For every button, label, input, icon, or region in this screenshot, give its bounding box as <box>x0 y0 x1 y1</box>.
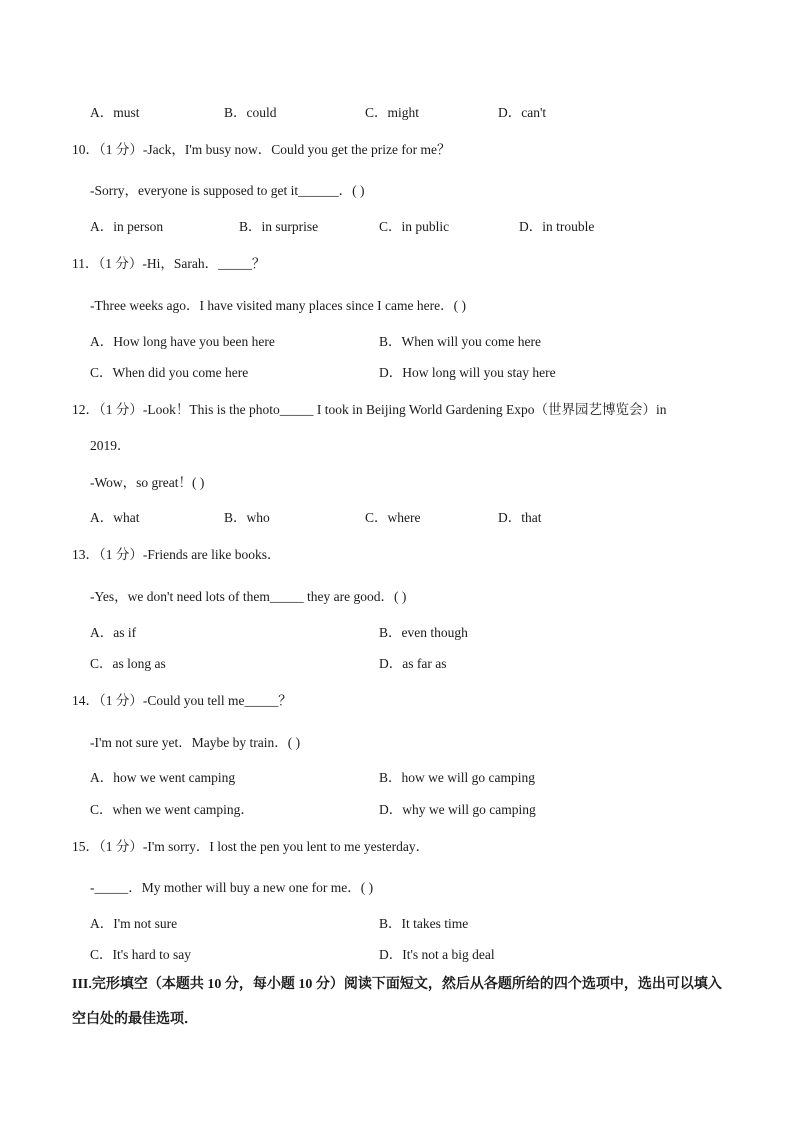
q12-option-c: C．where <box>365 510 421 525</box>
q13-option-b: B．even though <box>379 625 468 640</box>
q9-option-d: D．can't <box>498 105 547 120</box>
q15-reply: -_____．My mother will buy a new one for me．( ) <box>90 880 374 895</box>
q11-option-b: B．When will you come here <box>379 334 541 349</box>
q13-option-a: A．as if <box>90 625 137 640</box>
q13-stem: 13．（1 分）-Friends are like books． <box>72 547 281 562</box>
q11-option-c: C．When did you come here <box>90 365 249 380</box>
q9-option-a: A．must <box>90 105 140 120</box>
q12-option-d: D．that <box>498 510 542 525</box>
q10-stem: 10．（1 分）-Jack，I'm busy now．Could you get the prize for me？ <box>72 142 451 157</box>
section-3-instructions-continued: 空白处的最佳选项． <box>72 1012 198 1027</box>
q11-option-a: A．How long have you been here <box>90 334 275 349</box>
q15-option-c: C．It's hard to say <box>90 947 192 962</box>
q13-option-d: D．as far as <box>379 656 447 671</box>
q13-option-c: C．as long as <box>90 656 166 671</box>
q10-option-d: D．in trouble <box>519 219 595 234</box>
q15-option-a: A．I'm not sure <box>90 916 178 931</box>
q15-stem: 15．（1 分）-I'm sorry．I lost the pen you lent to me yesterday． <box>72 839 430 854</box>
q12-stem-continued: 2019． <box>90 438 131 453</box>
q11-stem: 11．（1 分）-Hi，Sarah．_____？ <box>72 256 266 271</box>
q11-reply: -Three weeks ago．I have visited many places since I came here．( ) <box>90 298 466 313</box>
q14-option-b: B．how we will go camping <box>379 770 535 785</box>
q10-option-a: A．in person <box>90 219 164 234</box>
q9-option-c: C．might <box>365 105 420 120</box>
q14-stem: 14．（1 分）-Could you tell me_____？ <box>72 693 292 708</box>
q10-reply: -Sorry，everyone is supposed to get it______．( ) <box>90 183 365 198</box>
q14-reply: -I'm not sure yet．Maybe by train．( ) <box>90 735 301 750</box>
q12-stem: 12．（1 分）-Look！This is the photo_____ I took in Beijing World Gardening Expo（世界园艺博览会）in <box>72 402 667 417</box>
q14-option-a: A．how we went camping <box>90 770 236 785</box>
q13-reply: -Yes，we don't need lots of them_____ they are good．( ) <box>90 589 407 604</box>
q14-option-d: D．why we will go camping <box>379 802 536 817</box>
q15-option-b: B．It takes time <box>379 916 469 931</box>
q12-option-a: A．what <box>90 510 140 525</box>
q11-option-d: D．How long will you stay here <box>379 365 556 380</box>
q10-option-b: B．in surprise <box>239 219 319 234</box>
q15-option-d: D．It's not a big deal <box>379 947 495 962</box>
q14-option-c: C．when we went camping． <box>90 802 254 817</box>
q9-option-b: B．could <box>224 105 277 120</box>
q12-option-b: B．who <box>224 510 270 525</box>
section-3-instructions: III.完形填空（本题共 10 分，每小题 10 分）阅读下面短文，然后从各题所给的四个选项中，选出可以填入 <box>72 977 722 992</box>
q10-option-c: C．in public <box>379 219 450 234</box>
q12-reply: -Wow，so great！( ) <box>90 475 205 490</box>
